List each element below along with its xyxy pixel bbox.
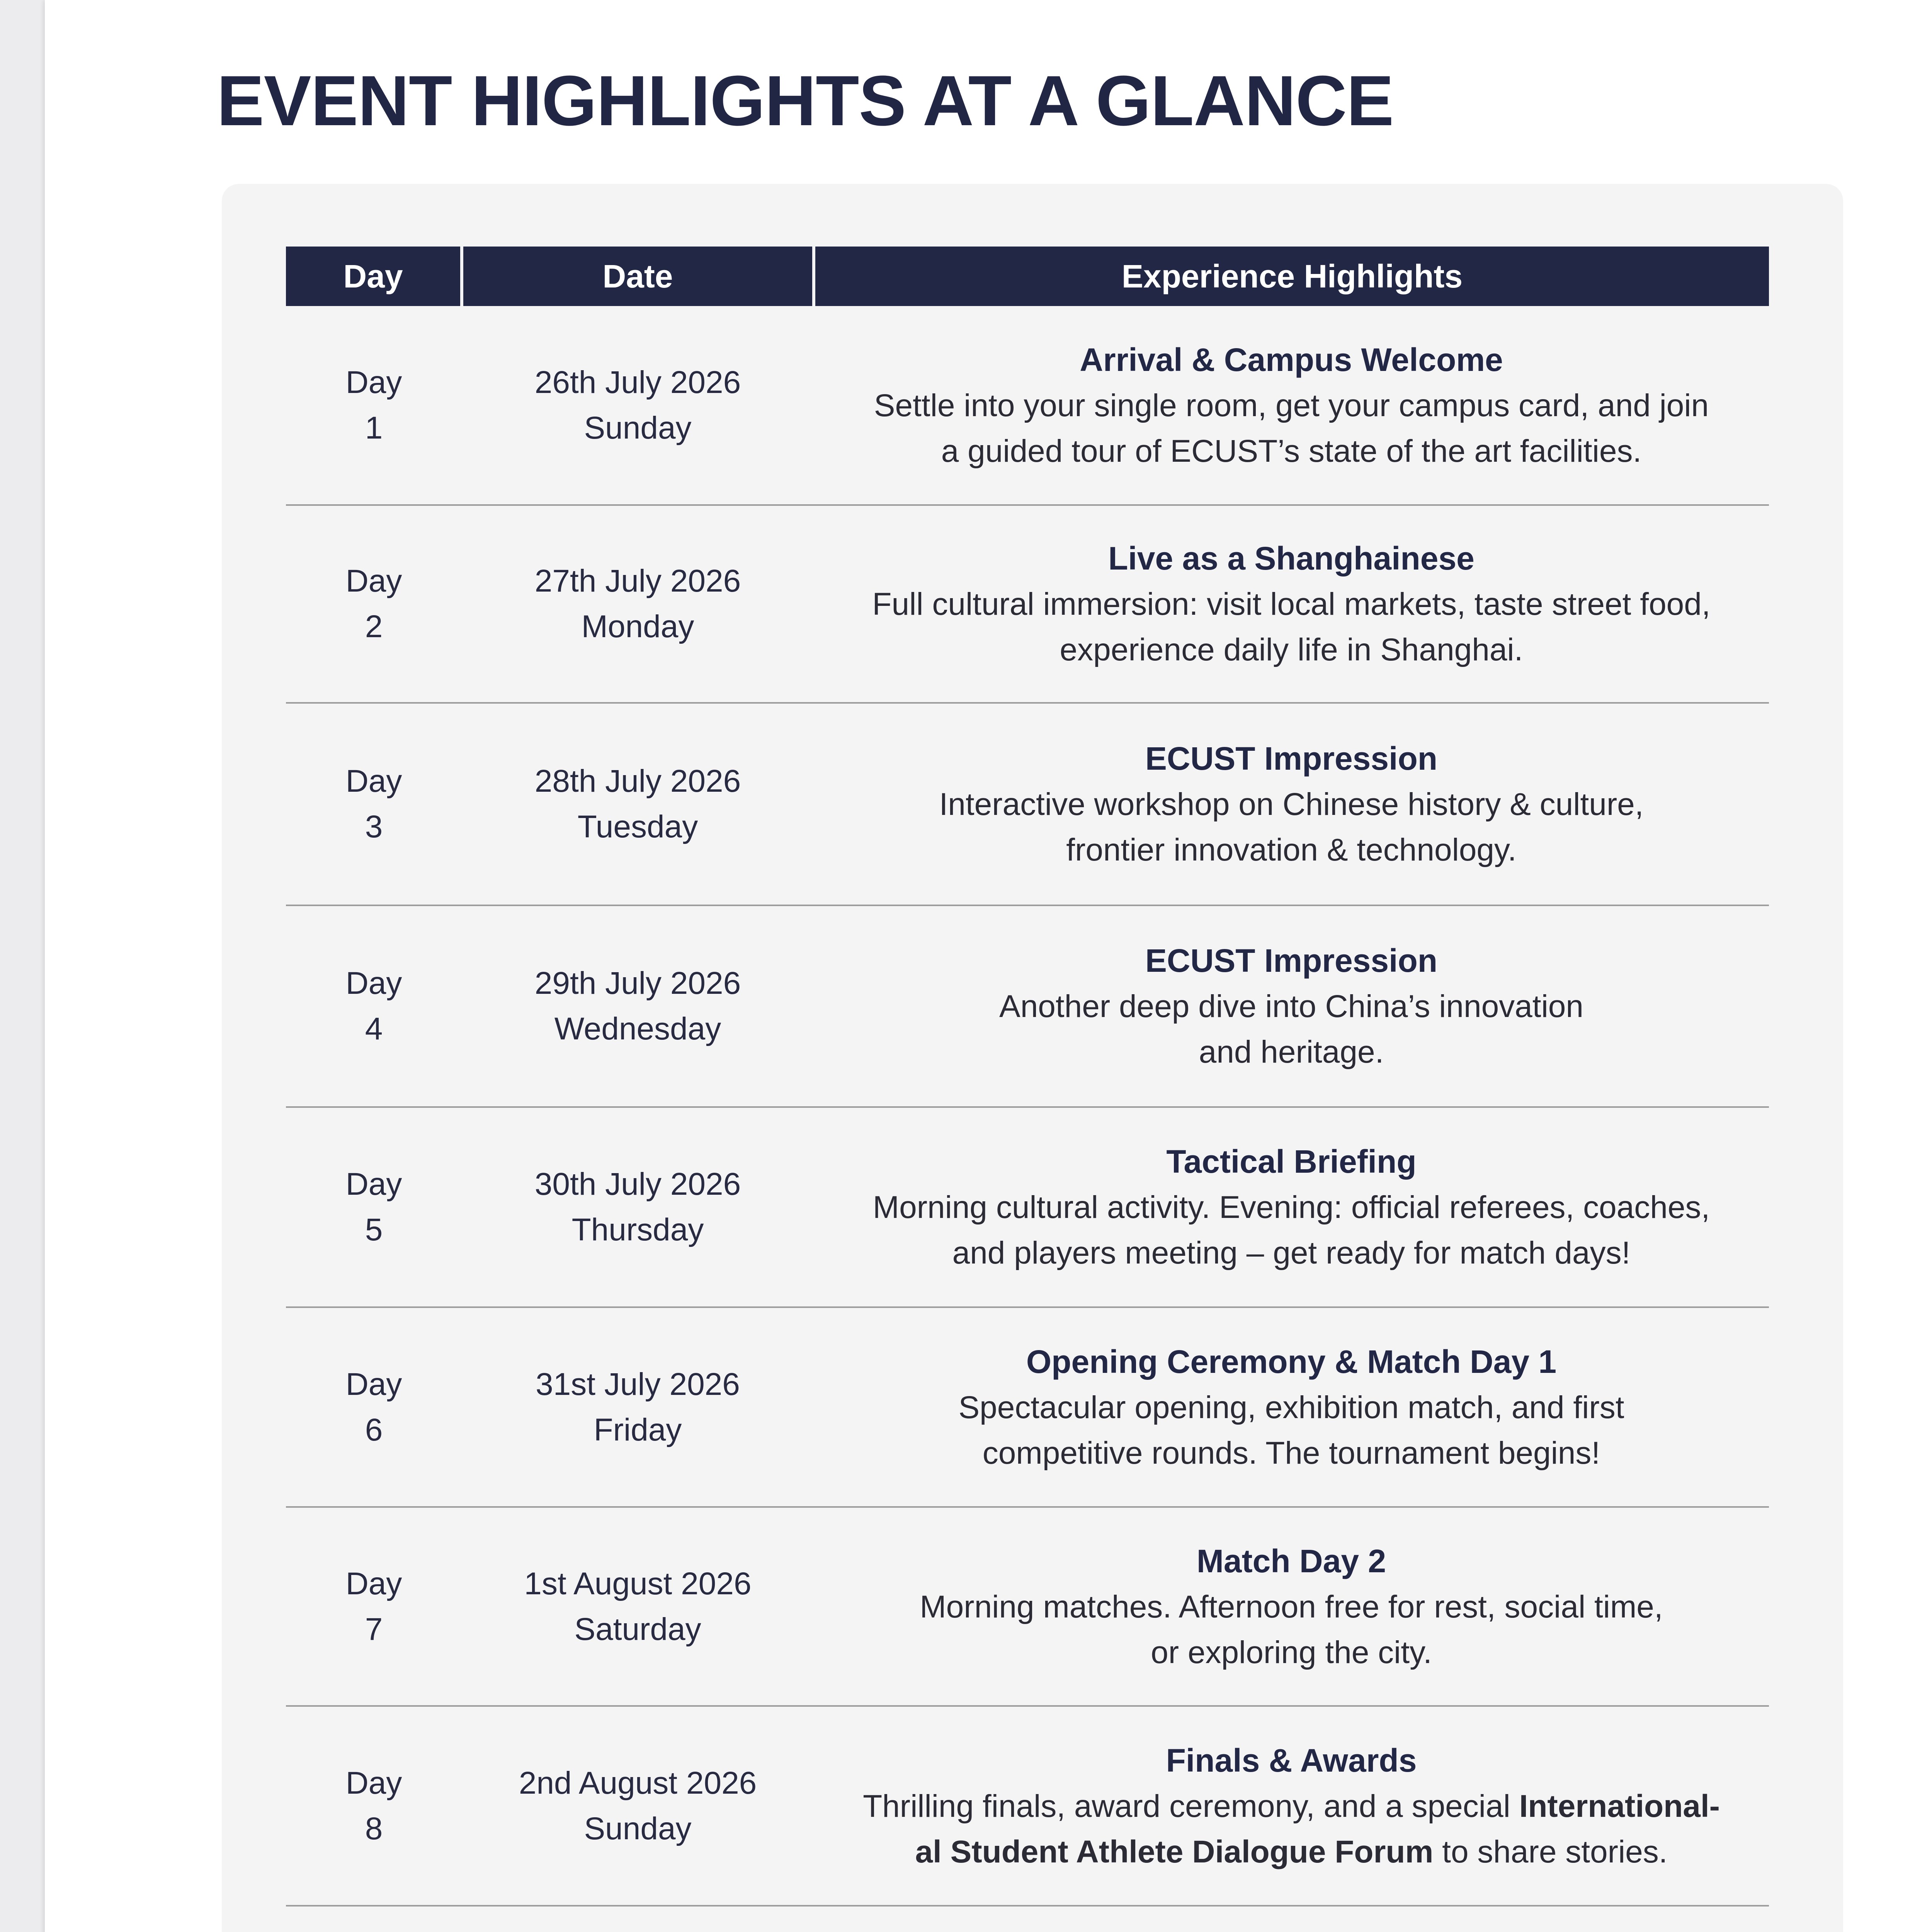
- description-line: Full cultural immersion: visit local markets, taste street food,: [872, 587, 1711, 622]
- highlight-cell: [814, 703, 1769, 905]
- day-cell: [286, 1107, 462, 1307]
- description-text: to share stories.: [1433, 1834, 1668, 1869]
- day-cell: [286, 1507, 462, 1706]
- highlight-description: [859, 1584, 1724, 1675]
- day-number: 3: [365, 809, 383, 844]
- table-row: [286, 1906, 1769, 1932]
- day-number: 6: [365, 1412, 383, 1447]
- day-label: Day: [345, 1366, 402, 1402]
- highlight-title: ECUST Impression: [1145, 942, 1438, 979]
- date-cell: [462, 703, 814, 905]
- highlight-cell: [814, 1507, 1769, 1706]
- highlight-description: [859, 383, 1724, 474]
- header-date: Date: [462, 247, 814, 306]
- header-highlights: Experience Highlights: [814, 247, 1769, 306]
- weekday-text: Sunday: [584, 1811, 692, 1846]
- day-number: 1: [365, 410, 383, 446]
- date-cell: [462, 1107, 814, 1307]
- highlight-title: Finals & Awards: [1166, 1742, 1417, 1779]
- highlight-description: [859, 782, 1724, 873]
- description-line: experience daily life in Shanghai.: [1060, 632, 1523, 667]
- date-text: 2nd August 2026: [519, 1765, 757, 1801]
- weekday-text: Saturday: [574, 1611, 701, 1647]
- highlight-cell: [814, 505, 1769, 703]
- date-cell: [462, 1906, 814, 1932]
- highlight-title: Tactical Briefing: [1166, 1143, 1417, 1180]
- description-line: and players meeting – get ready for match days!: [952, 1235, 1631, 1270]
- date-text: 30th July 2026: [534, 1167, 741, 1202]
- day-label: Day: [345, 764, 402, 799]
- description-line: [859, 1784, 1724, 1829]
- day-number: 2: [365, 609, 383, 644]
- day-cell: [286, 1906, 462, 1932]
- weekday-text: Monday: [581, 609, 694, 644]
- description-line: Spectacular opening, exhibition match, and first: [958, 1389, 1624, 1425]
- day-cell: [286, 505, 462, 703]
- day-number: 5: [365, 1212, 383, 1247]
- highlight-title: Arrival & Campus Welcome: [1080, 341, 1503, 378]
- highlight-description: [859, 582, 1724, 673]
- day-cell: [286, 1307, 462, 1507]
- day-number: 4: [365, 1011, 383, 1046]
- schedule-panel: [222, 184, 1843, 1932]
- description-line: Settle into your single room, get your campus card, and join: [874, 388, 1709, 423]
- highlight-cell: [814, 1107, 1769, 1307]
- table-row: [286, 1507, 1769, 1706]
- highlight-cell: [814, 1307, 1769, 1507]
- day-label: Day: [345, 1566, 402, 1601]
- weekday-text: Tuesday: [577, 809, 698, 844]
- forum-name-emphasis: al Student Athlete Dialogue Forum: [915, 1834, 1434, 1869]
- day-cell: [286, 1706, 462, 1906]
- weekday-text: Thursday: [571, 1212, 704, 1247]
- weekday-text: Friday: [594, 1412, 682, 1447]
- date-text: 31st July 2026: [536, 1366, 740, 1402]
- highlight-description: [859, 1784, 1724, 1875]
- day-label: Day: [345, 563, 402, 599]
- date-text: 26th July 2026: [534, 364, 741, 400]
- highlight-cell: [814, 905, 1769, 1107]
- weekday-text: Sunday: [584, 410, 692, 446]
- date-cell: [462, 306, 814, 505]
- table-header-row: [286, 247, 1769, 306]
- table-row: [286, 1706, 1769, 1906]
- table-row: [286, 306, 1769, 505]
- description-line: a guided tour of ECUST’s state of the art facilities.: [941, 433, 1642, 469]
- day-cell: [286, 703, 462, 905]
- highlight-description: [859, 1385, 1724, 1476]
- date-cell: [462, 1507, 814, 1706]
- description-line: or exploring the city.: [1151, 1634, 1432, 1670]
- date-cell: [462, 905, 814, 1107]
- highlight-title: Match Day 2: [1196, 1543, 1386, 1579]
- description-line: Interactive workshop on Chinese history & culture,: [939, 787, 1644, 822]
- day-number: 8: [365, 1811, 383, 1846]
- date-cell: [462, 1706, 814, 1906]
- table-row: [286, 1107, 1769, 1307]
- highlight-description: [859, 1185, 1724, 1276]
- forum-name-emphasis: International-: [1519, 1788, 1720, 1824]
- description-line: Morning matches. Afternoon free for rest, social time,: [920, 1589, 1663, 1624]
- description-line: and heritage.: [1199, 1034, 1384, 1070]
- table-row: [286, 1307, 1769, 1507]
- day-label: Day: [345, 1765, 402, 1801]
- highlight-title: Live as a Shanghainese: [1108, 540, 1475, 577]
- day-cell: [286, 306, 462, 505]
- highlight-title: Opening Ceremony & Match Day 1: [1026, 1343, 1557, 1380]
- day-label: Day: [345, 966, 402, 1001]
- description-line: [859, 1829, 1724, 1875]
- page-sheet: [45, 0, 1932, 1932]
- description-text: Thrilling finals, award ceremony, and a special: [863, 1788, 1519, 1824]
- date-cell: [462, 1307, 814, 1507]
- description-line: frontier innovation & technology.: [1066, 832, 1517, 867]
- highlight-description: [859, 984, 1724, 1075]
- page-title: EVENT HIGHLIGHTS AT A GLANCE: [217, 61, 1394, 140]
- highlight-cell: [814, 1906, 1769, 1932]
- description-line: Morning cultural activity. Evening: official referees, coaches,: [872, 1190, 1710, 1225]
- date-text: 28th July 2026: [534, 764, 741, 799]
- date-text: 29th July 2026: [534, 966, 741, 1001]
- highlight-title: ECUST Impression: [1145, 740, 1438, 777]
- table-row: [286, 905, 1769, 1107]
- day-cell: [286, 905, 462, 1107]
- date-cell: [462, 505, 814, 703]
- description-line: competitive rounds. The tournament begins!: [982, 1435, 1600, 1471]
- schedule-table: [286, 247, 1769, 1932]
- date-text: 1st August 2026: [524, 1566, 752, 1601]
- table-row: [286, 505, 1769, 703]
- day-label: Day: [345, 364, 402, 400]
- header-day: Day: [286, 247, 462, 306]
- highlight-cell: [814, 306, 1769, 505]
- description-line: Another deep dive into China’s innovation: [999, 989, 1583, 1024]
- highlight-cell: [814, 1706, 1769, 1906]
- table-row: [286, 703, 1769, 905]
- date-text: 27th July 2026: [534, 563, 741, 599]
- weekday-text: Wednesday: [554, 1011, 721, 1046]
- day-number: 7: [365, 1611, 383, 1647]
- day-label: Day: [345, 1167, 402, 1202]
